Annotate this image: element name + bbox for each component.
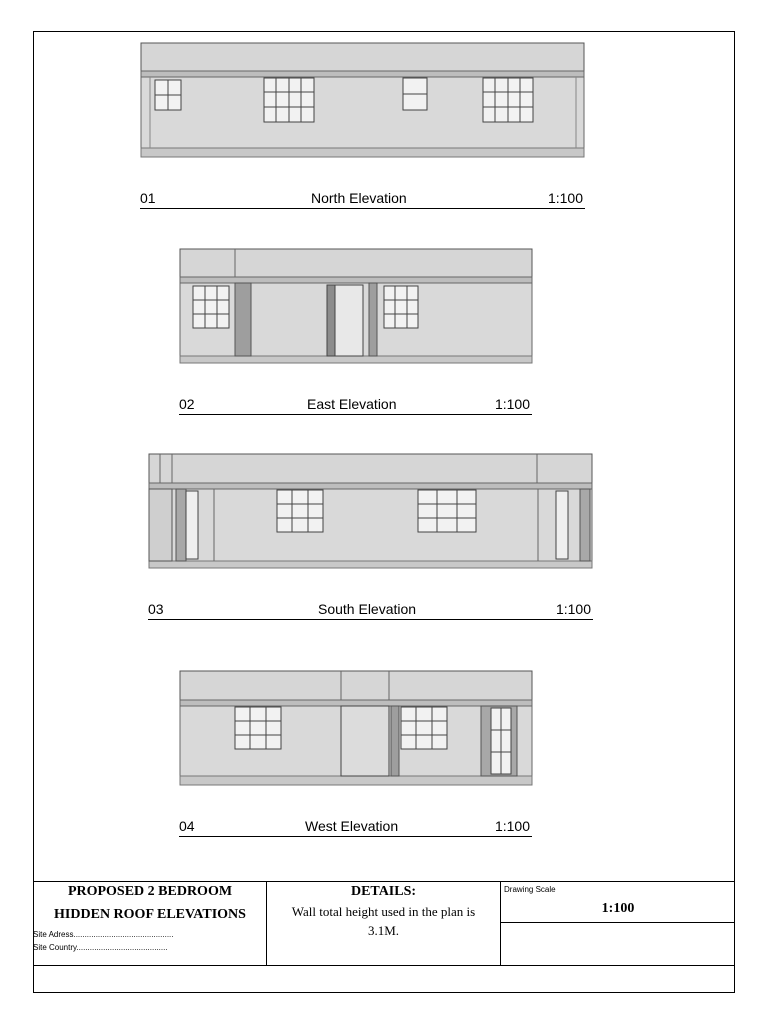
elevation-scale: 1:100 [494, 396, 530, 412]
elevation-name: South Elevation [318, 601, 417, 617]
west-elevation-drawing [179, 670, 534, 788]
details-heading: DETAILS: [350, 884, 417, 899]
site-country: Site Country......................................... [33, 943, 168, 952]
elevation-number: 03 [148, 601, 164, 617]
title-cell [33, 882, 267, 965]
elevation-number: 01 [140, 190, 156, 206]
north-elevation-drawing [140, 42, 586, 160]
elevation-label-east [179, 396, 532, 415]
elevation-number: 02 [179, 396, 195, 412]
site-address: Site Adress............................................. [33, 930, 174, 939]
east-elevation-drawing [179, 248, 534, 366]
details-cell [267, 882, 501, 965]
title-block-bottom-divider [33, 965, 735, 966]
elevation-label-west [179, 818, 532, 837]
elevation-scale: 1:100 [555, 601, 591, 617]
drawing-title-line2: HIDDEN ROOF ELEVATIONS [54, 907, 246, 922]
south-elevation-drawing [148, 453, 594, 571]
elevation-label-south [148, 601, 593, 620]
title-block [33, 881, 735, 993]
elevation-scale: 1:100 [547, 190, 583, 206]
details-text: Wall total height used in the plan is 3.1M. [291, 904, 476, 938]
scale-value: 1:100 [601, 901, 635, 916]
scale-divider [501, 922, 735, 923]
scale-cell [501, 882, 735, 965]
elevation-name: North Elevation [311, 190, 407, 206]
elevation-scale: 1:100 [494, 818, 530, 834]
elevation-label-north [140, 190, 585, 209]
elevation-name: East Elevation [307, 396, 397, 412]
drawing-title-line1: PROPOSED 2 BEDROOM [67, 884, 233, 899]
elevation-number: 04 [179, 818, 195, 834]
elevation-name: West Elevation [305, 818, 399, 834]
scale-label: Drawing Scale [504, 885, 556, 894]
